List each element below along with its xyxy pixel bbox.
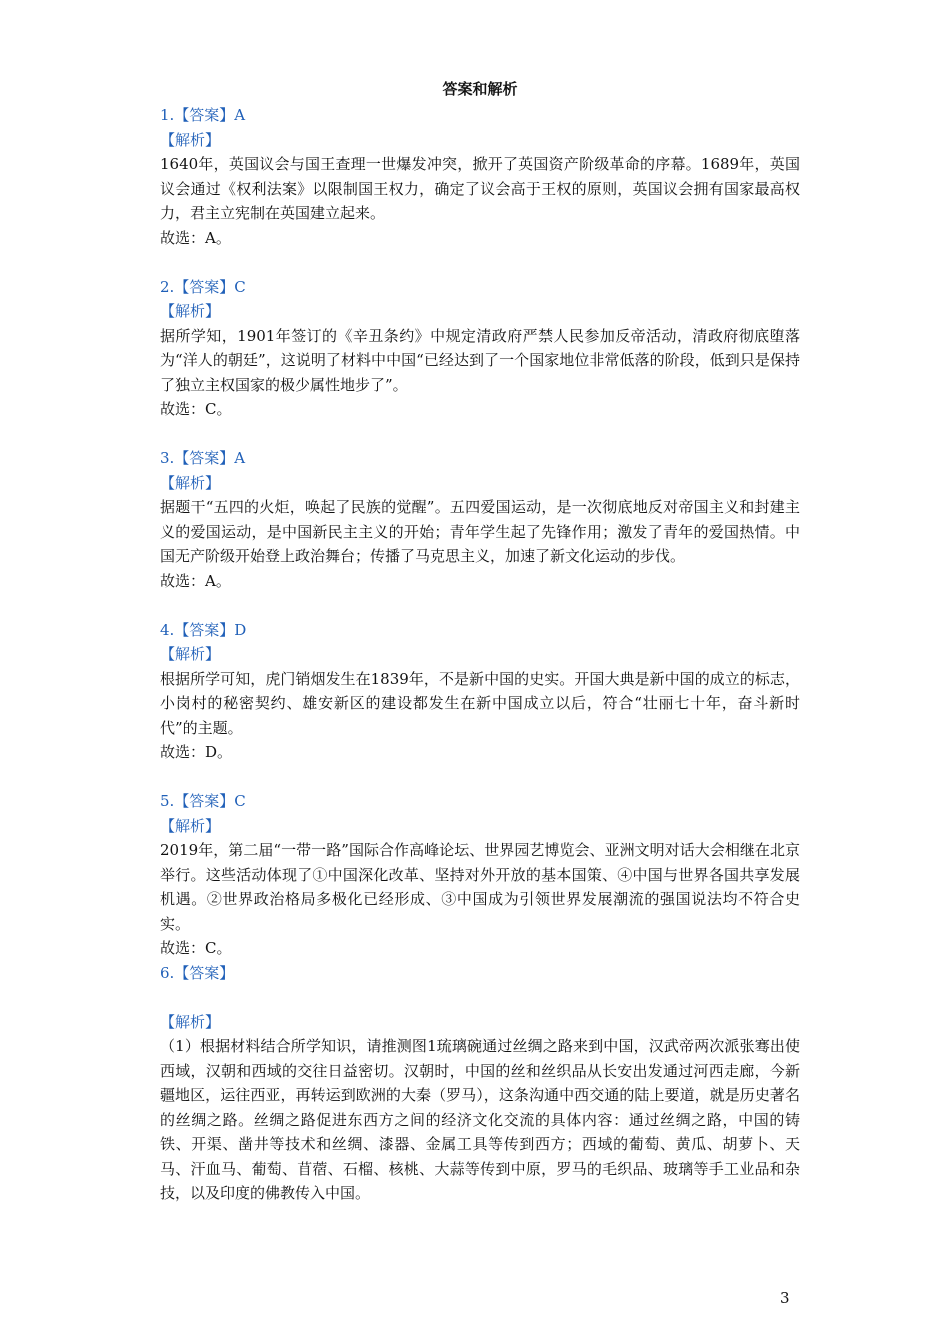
answer-label: 6.【答案】 (160, 963, 235, 982)
analysis-label: 【解析】 (160, 130, 221, 149)
question-1 (160, 103, 800, 250)
question-2 (160, 275, 800, 422)
question-5 (160, 789, 800, 961)
document-page (160, 78, 800, 1206)
choice-text: 故选：A。 (160, 571, 231, 590)
choice-text: 故选：D。 (160, 743, 233, 761)
choice-text: 故选：C。 (160, 400, 232, 418)
spacer (160, 593, 800, 618)
choice-text: 故选：A。 (160, 228, 231, 247)
choice-text: 故选：C。 (160, 939, 232, 957)
answer-label: 2.【答案】C (160, 277, 246, 296)
analysis-label: 【解析】 (160, 302, 221, 320)
analysis-text: 1640年，英国议会与国王查理一世爆发冲突，掀开了英国资产阶级革命的序幕。1689年，英国议会通过《权利法案》以限制国王权力，确定了议会高于王权的原则，英国议会拥有国家最高权力，君主立宪制在英国建立起来。 (160, 155, 800, 222)
page-number: 3 (780, 1289, 790, 1307)
spacer (160, 250, 800, 275)
analysis-label: 【解析】 (160, 645, 221, 663)
question-6 (160, 961, 800, 1206)
answer-label: 4.【答案】D (160, 620, 247, 639)
answer-label: 3.【答案】A (160, 449, 246, 467)
analysis-text: 2019年，第二届“一带一路”国际合作高峰论坛、世界园艺博览会、亚洲文明对话大会相继在北京举行。这些活动体现了①中国深化改革、坚持对外开放的基本国策、④中国与世界各国共享发展机遇。②世界政治格局多极化已经形成、③中国成为引领世界发展潮流的强国说法均不符合史实。 (160, 841, 800, 933)
analysis-text: 据所学知，1901年签订的《辛丑条约》中规定清政府严禁人民参加反帝活动，清政府彻底堕落为“洋人的朝廷”，这说明了材料中中国“已经达到了一个国家地位非常低落的阶段，低到只是保持了独立主权国家的极少属性地步了”。 (160, 326, 800, 394)
analysis-label: 【解析】 (160, 816, 221, 835)
analysis-label: 【解析】 (160, 1012, 221, 1031)
analysis-text: 据题干“五四的火炬，唤起了民族的觉醒”。五四爱国运动，是一次彻底地反对帝国主义和封建主义的爱国运动，是中国新民主主义的开始；青年学生起了先锋作用；激发了青年的爱国热情。中国无产阶级开始登上政治舞台；传播了马克思主义，加速了新文化运动的步伐。 (160, 498, 800, 565)
page-title: 答案和解析 (442, 80, 518, 98)
answer-label: 5.【答案】C (160, 792, 246, 810)
analysis-text: 根据所学可知，虎门销烟发生在1839年，不是新中国的史实。开国大典是新中国的成立的标志，小岗村的秘密契约、雄安新区的建设都发生在新中国成立以后，符合“壮丽七十年，奋斗新时代”的主题。 (160, 669, 800, 737)
spacer (160, 422, 800, 447)
question-3 (160, 446, 800, 593)
analysis-label: 【解析】 (160, 473, 221, 492)
spacer (160, 765, 800, 790)
analysis-text: （1）根据材料结合所学知识，请推测图1琉璃碗通过丝绸之路来到中国，汉武帝两次派张骞出使西域，汉朝和西域的交往日益密切。汉朝时，中国的丝和丝织品从长安出发通过河西走廊，今新疆地区，运往西亚，再转运到欧洲的大秦（罗马），这条沟通中西交通的陆上要道，就是历史著名的丝绸之路。丝绸之路促进东西方之间的经济文化交流的具体内容：通过丝绸之路，中国的铸铁、开渠、凿井等技术和丝绸、漆器、金属工具等传到西方；西域的葡萄、黄瓜、胡萝卜、天马、汗血马、葡萄、苜蓿、石榴、核桃、大蒜等传到中原，罗马的毛织品、玻璃等手工业品和杂技，以及印度的佛教传入中国。 (160, 1037, 800, 1202)
question-4 (160, 618, 800, 765)
spacer (160, 985, 800, 1010)
answer-label: 1.【答案】A (160, 106, 246, 124)
